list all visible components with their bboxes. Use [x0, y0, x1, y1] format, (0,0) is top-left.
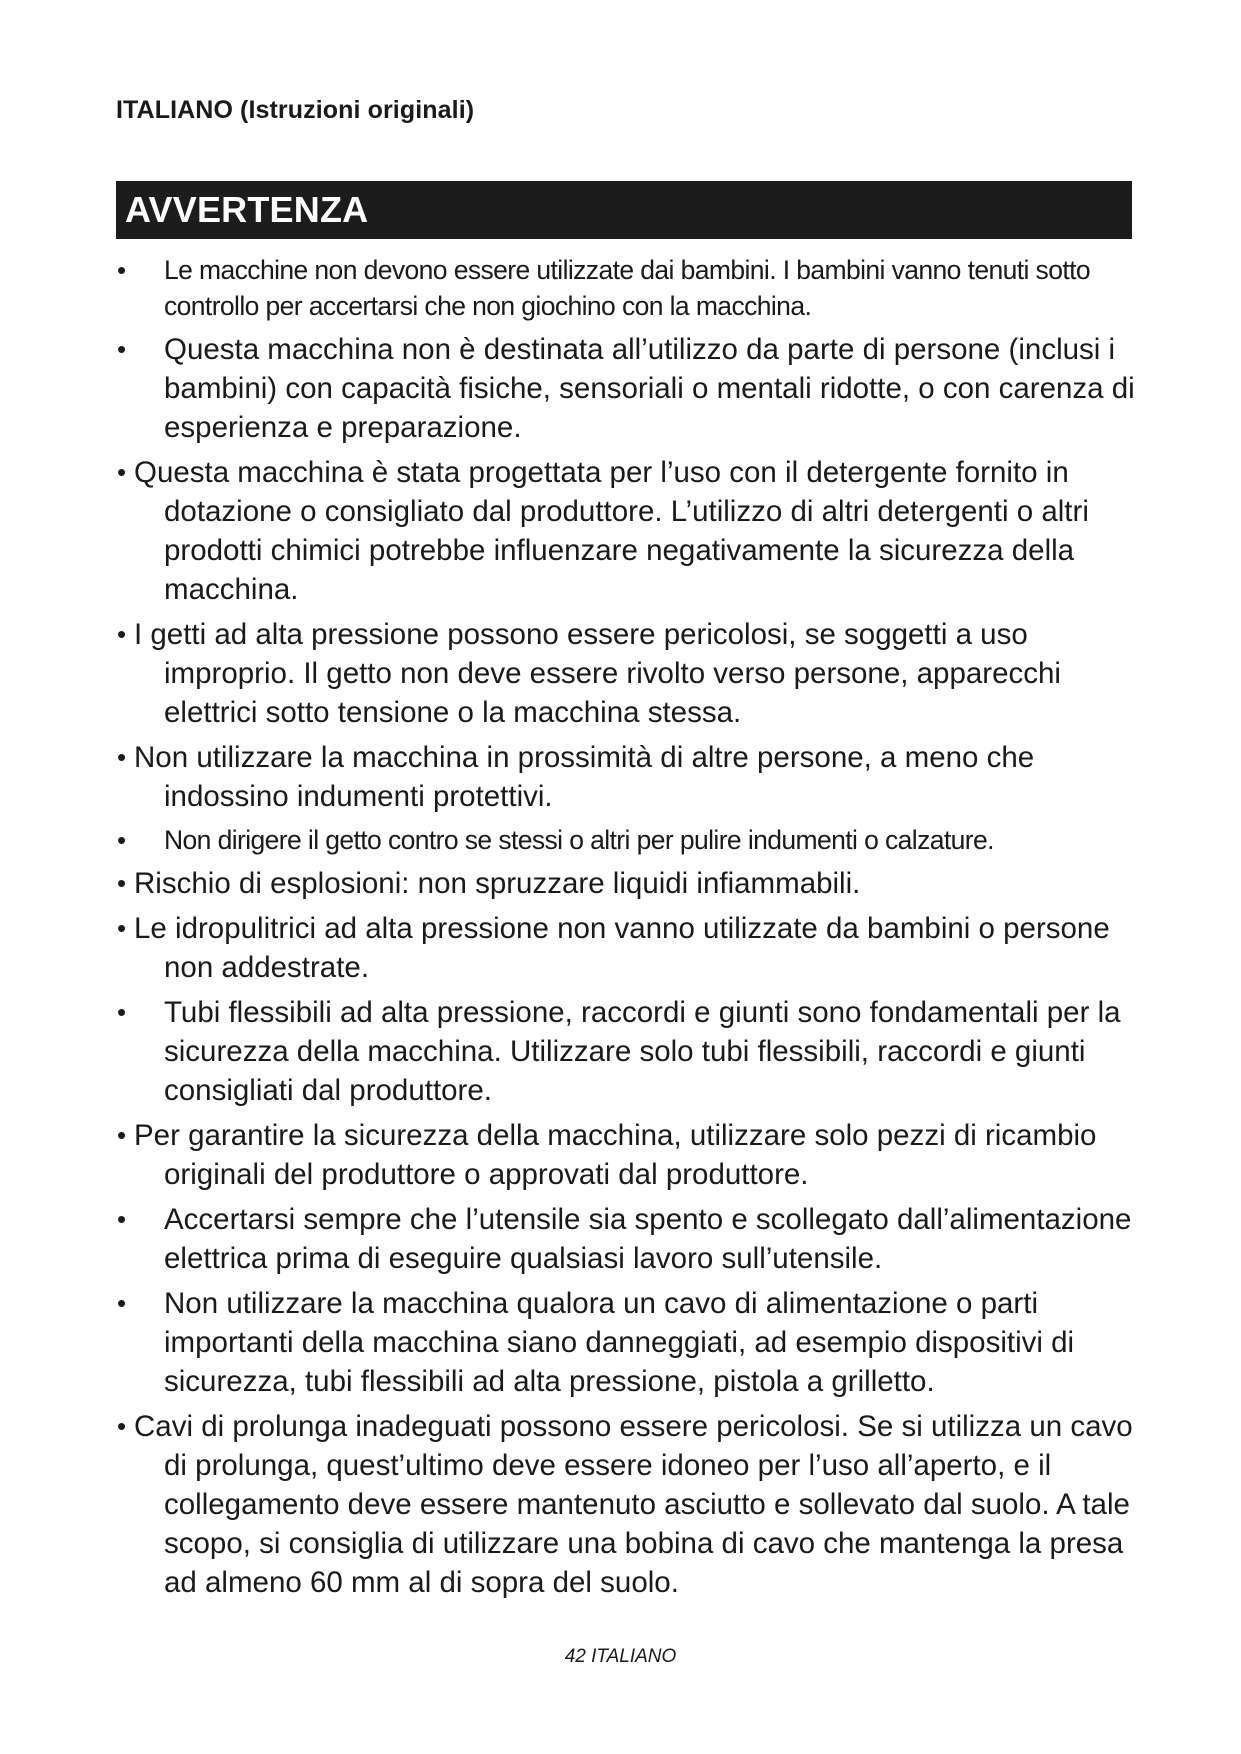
warning-list [116, 252, 1146, 1608]
bullet-icon: • [117, 1204, 127, 1234]
warning-item [116, 453, 1146, 609]
warning-item-text: Tubi flessibili ad alta pressione, raccordi e giunti sono fondamentali per la sicurezza della macchina. Utilizzare solo tubi flessibili, raccordi e giunti consigliati dal produttore. [164, 996, 1121, 1107]
warning-banner [116, 181, 1132, 239]
bullet-icon: • [117, 742, 127, 772]
warning-item-text: Non dirigere il getto contro se stessi o altri per pulire indumenti o calzature. [164, 825, 994, 855]
warning-item [116, 738, 1146, 816]
warning-item-text: Non utilizzare la macchina in prossimità di altre persone, a meno che indossino indumenti protettivi. [134, 741, 1035, 813]
warning-item-text: Cavi di prolunga inadeguati possono essere pericolosi. Se si utilizza un cavo di prolunga, quest’ultimo deve essere idoneo per l’uso all’aperto, e il collegamento deve essere mantenuto asciutto e sollevato dal suolo. A tale scopo, si consiglia di utilizzare una bobina di cavo che mantenga la presa ad almeno 60 mm al di sopra del suolo. [134, 1410, 1133, 1599]
warning-item [116, 1200, 1146, 1278]
warning-title: AVVERTENZA [125, 189, 369, 230]
warning-item-text: Le macchine non devono essere utilizzate dai bambini. I bambini vanno tenuti sotto controllo per accertarsi che non giochino con la macchina. [164, 255, 1091, 321]
warning-item-text: Per garantire la sicurezza della macchina, utilizzare solo pezzi di ricambio originali del produttore o approvati dal produttore. [134, 1119, 1097, 1191]
warning-item [116, 993, 1146, 1110]
bullet-icon: • [117, 619, 127, 649]
warning-item-text: Accertarsi sempre che l’utensile sia spento e scollegato dall’alimentazione elettrica prima di eseguire qualsiasi lavoro sull’utensile. [164, 1203, 1132, 1275]
warning-item [116, 1407, 1146, 1602]
warning-item-text: Le idropulitrici ad alta pressione non vanno utilizzate da bambini o persone non addestrate. [134, 912, 1110, 984]
warning-item [116, 252, 1146, 324]
page-number: 42 ITALIANO [564, 1646, 677, 1667]
warning-item-text: Non utilizzare la macchina qualora un cavo di alimentazione o parti importanti della macchina siano danneggiati, ad esempio dispositivi di sicurezza, tubi flessibili ad alta pressione, pistola a grilletto. [164, 1287, 1075, 1398]
warning-item-text: Questa macchina è stata progettata per l’uso con il detergente fornito in dotazione o consigliato dal produttore. L’utilizzo di altri detergenti o altri prodotti chimici potrebbe influenzare negativamente la sicurezza della macchina. [134, 456, 1089, 606]
bullet-icon: • [117, 334, 127, 364]
warning-item [116, 1116, 1146, 1194]
warning-item [116, 909, 1146, 987]
bullet-icon: • [117, 255, 126, 285]
page-header: ITALIANO (Istruzioni originali) [116, 96, 475, 124]
warning-item-text: Rischio di esplosioni: non spruzzare liquidi infiammabili. [134, 867, 861, 900]
warning-item [116, 615, 1146, 732]
warning-item-text: Questa macchina non è destinata all’utilizzo da parte di persone (inclusi i bambini) con capacità fisiche, sensoriali o mentali ridotte, o con carenza di esperienza e preparazione. [164, 333, 1135, 444]
warning-item [116, 330, 1146, 447]
warning-item-text: I getti ad alta pressione possono essere pericolosi, se soggetti a uso improprio. Il getto non deve essere rivolto verso persone, apparecchi elettrici sotto tensione o la macchina stessa. [134, 618, 1061, 729]
bullet-icon: • [117, 1411, 127, 1441]
warning-item [116, 822, 1146, 858]
warning-item [116, 1284, 1146, 1401]
bullet-icon: • [117, 1288, 127, 1318]
bullet-icon: • [117, 457, 127, 487]
bullet-icon: • [117, 1120, 127, 1150]
bullet-icon: • [117, 868, 127, 898]
warning-item [116, 864, 1146, 903]
bullet-icon: • [117, 825, 126, 855]
bullet-icon: • [117, 997, 127, 1027]
bullet-icon: • [117, 913, 127, 943]
